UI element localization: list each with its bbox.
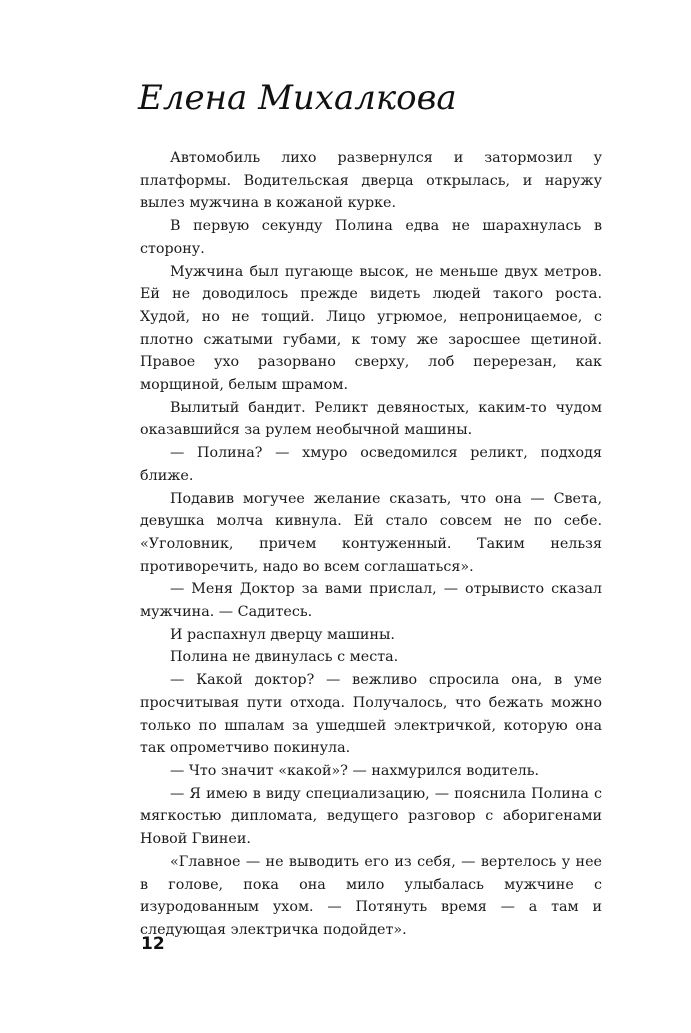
paragraph: Полина не двинулась с места. <box>170 649 399 666</box>
paragraph: Подавив могучее желание сказать, что она — Света, девушка молча кивнула. Ей стало совсем не по себе. «Уголовник, причем контуженный. Таким нельзя противоречить, надо во всем соглашаться». <box>140 490 602 575</box>
paragraph: — Полина? — хмуро осведомился реликт, подходя ближе. <box>140 445 602 484</box>
paragraph: — Меня Доктор за вами прислал, — отрывисто сказал мужчина. — Садитесь. <box>140 581 602 621</box>
paragraph: — Что значит «какой»? — нахмурился водитель. <box>170 762 540 779</box>
paragraph: Вылитый бандит. Реликт девяностых, каким-то чудом оказавшийся за рулем необычной машины. <box>140 399 602 439</box>
paragraph: И распахнул дверцу машины. <box>170 626 395 643</box>
page-number: 12 <box>141 934 165 954</box>
body-text <box>140 147 602 942</box>
paragraph: Мужчина был пугающе высок, не меньше двух метров. Ей не доводилось прежде видеть людей такого роста. Худой, но не тощий. Лицо угрюмое, непроницаемое, с плотно сжатыми губами, к тому же заросшее щетиной. Правое ухо разорвано сверху, лоб перерезан, как морщиной, белым шрамом. <box>140 263 602 394</box>
paragraph: В первую секунду Полина едва не шарахнулась в сторону. <box>140 218 602 257</box>
paragraph: — Какой доктор? — вежливо спросила она, в уме просчитывая пути отхода. Получалось, что бежать можно только по шпалам за ушедшей электричкой, которую она так опрометчиво покинула. <box>140 672 602 757</box>
running-header-author: Елена Михалкова <box>138 78 457 118</box>
paragraph: — Я имею в виду специализацию, — пояснила Полина с мягкостью дипломата, ведущего разговор с аборигенами Новой Гвинеи. <box>140 785 602 848</box>
paragraph: «Главное — не выводить его из себя, — вертелось у нее в голове, пока она мило улыбалась мужчине с изуродованным ухом. — Потянуть время — а там и следующая электричка подойдет». <box>140 853 602 938</box>
paragraph: Автомобиль лихо развернулся и затормозил у платформы. Водительская дверца открылась, и наружу вылез мужчина в кожаной курке. <box>140 150 602 212</box>
